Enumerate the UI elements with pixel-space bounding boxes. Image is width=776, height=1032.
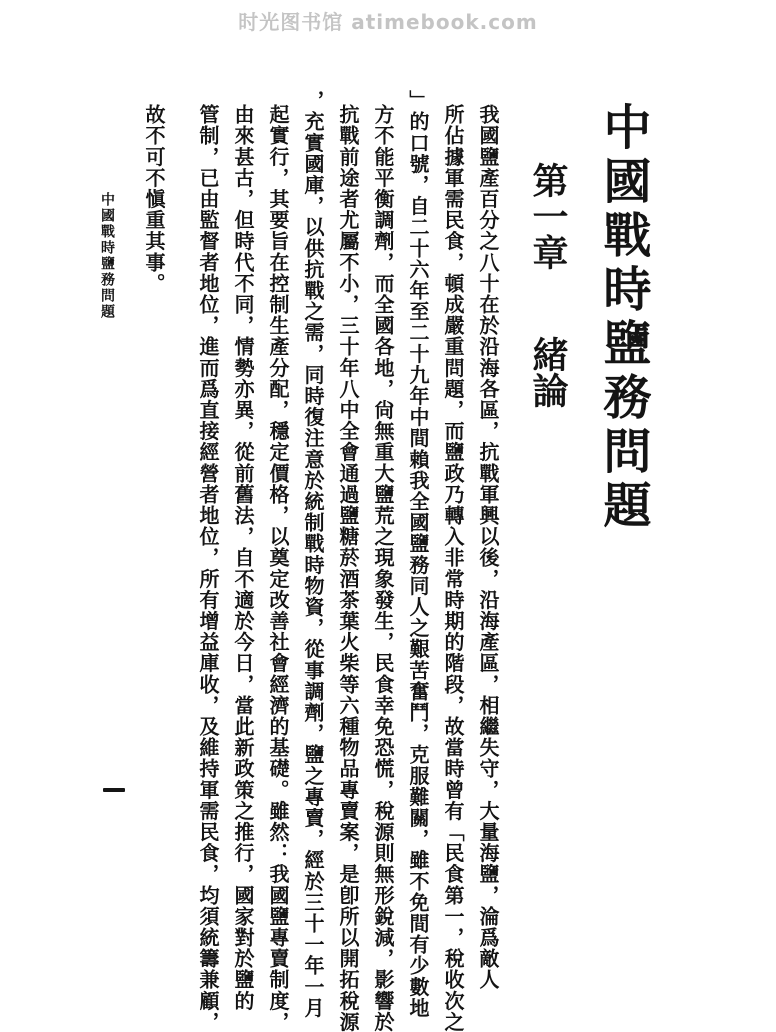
- body-column-1: 我國鹽產百分之八十在於沿海各區，抗戰軍興以後，沿海產區，相繼失守，大量海鹽，淪爲敵人: [476, 104, 500, 991]
- body-column-8: 由來甚古，但時代不同，情勢亦異，從前舊法，自不適於今日，當此新政策之推行，國家對於鹽的: [231, 104, 255, 1012]
- body-column-9: 管制，已由監督者地位，進而爲直接經營者地位，所有增益庫收，及維持軍需民食，均須統籌兼顧，: [196, 104, 220, 1032]
- chapter-name: 緒論: [527, 336, 569, 408]
- page-number: [103, 788, 125, 792]
- body-column-10: 故不可不愼重其事。: [142, 104, 166, 294]
- running-title: 中國戰時鹽務問題: [99, 192, 115, 320]
- body-column-6: ，充實國庫，以供抗戰之需，同時復注意於統制戰時物資，從事調劑，鹽之專賣，經於三十一年一月: [301, 90, 325, 1019]
- book-title: 中國戰時鹽務問題: [595, 102, 651, 534]
- body-column-5: 抗戰前途者尤屬不小，三十年八中全會通過鹽糖菸酒茶葉火柴等六種物品專賣案，是卽所以開拓稅源: [336, 104, 360, 1032]
- body-column-3: 」的口號，自二十六年至二十九年中間賴我全國鹽務同人之艱苦奮鬥，克服難關，雖不免間有少數地: [406, 90, 430, 1019]
- chapter-heading: [528, 162, 574, 422]
- body-column-7: 起實行，其要旨在控制生產分配，穩定價格，以奠定改善社會經濟的基礎。雖然：我國鹽專賣制度，: [266, 104, 290, 1032]
- body-column-2: 所佔據軍需民食，頓成嚴重問題，而鹽政乃轉入非常時期的階段，故當時曾有「民食第一，稅收次之: [441, 104, 465, 1032]
- watermark: 时光图书馆 atimebook.com: [238, 10, 538, 34]
- body-column-4: 方不能平衡調劑，而全國各地，尙無重大鹽荒之現象發生，民食幸免恐慌，稅源則無形銳減，影響於: [371, 104, 395, 1032]
- chapter-number: 第一章: [527, 162, 569, 270]
